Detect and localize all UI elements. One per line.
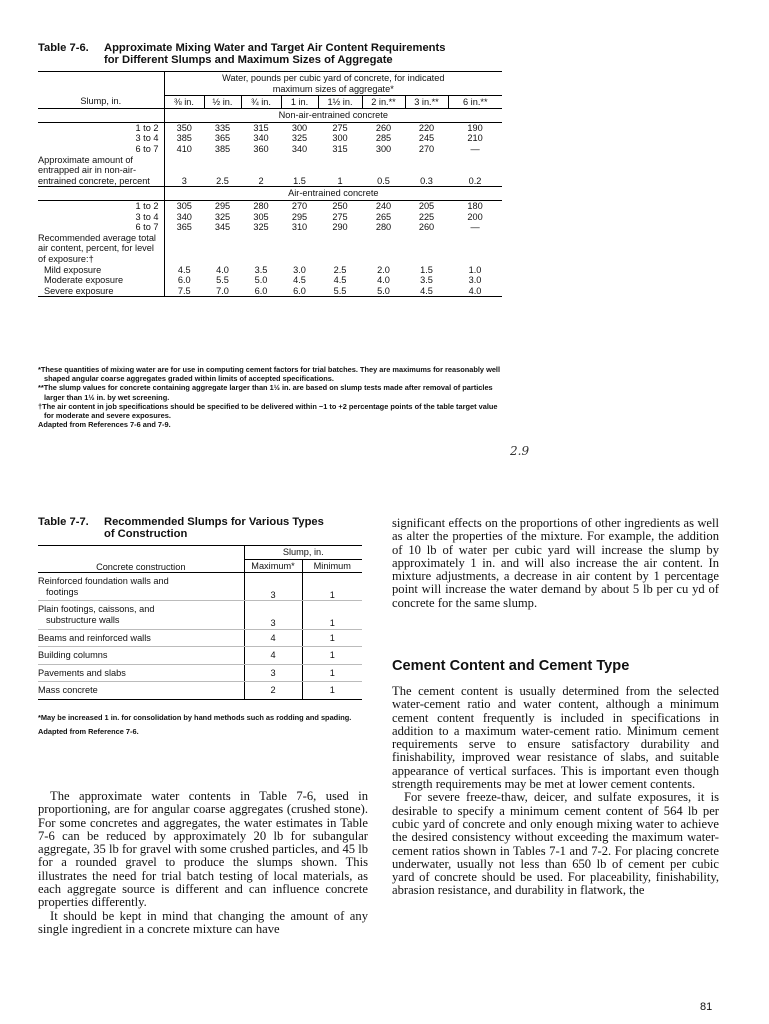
max-header: Maximum*	[244, 559, 302, 573]
cell: 240	[375, 201, 392, 212]
slump-column-header: Slump, in.	[38, 95, 164, 109]
cell-min: 1	[302, 629, 362, 647]
cell: 350	[164, 122, 204, 133]
left-column-text	[38, 790, 368, 936]
table-row	[38, 212, 502, 223]
slump-header: Slump, in.	[244, 546, 362, 560]
col-header: 2 in.**	[362, 95, 405, 109]
cell: 1.5	[293, 175, 306, 186]
water-header-line1: Water, pounds per cubic yard of concrete, for indicated	[222, 73, 445, 83]
cell-min: 1	[302, 682, 362, 700]
cell: 365	[164, 222, 204, 233]
cell: 250	[332, 201, 348, 212]
cell: 410	[164, 144, 204, 155]
table-7-7-caption	[38, 516, 368, 540]
col-header: ⅜ in.	[164, 95, 204, 109]
row-label: 1 to 2	[135, 201, 159, 212]
cell: 340	[164, 212, 204, 223]
cell	[204, 233, 241, 265]
paragraph: The cement content is usually determined from the selected water-cement ratio and water content, although a minimum cement content frequently is included in specifications in addition to a maximum water-cement ratio. Minimum cement requirements serve to ensure satisfactory durability and finishability, improved wear resistance of slabs, and suitable appearance of vertical surfaces. This is important even though strength requirements may be met at lower cement contents.	[392, 684, 719, 792]
table-row	[38, 664, 362, 682]
table-row	[38, 265, 502, 276]
table-row-recommended	[38, 233, 502, 265]
footnote-source: Adapted from Reference 7-6.	[38, 727, 139, 737]
cell: 300	[332, 133, 348, 144]
cell	[318, 233, 362, 265]
table-row	[38, 201, 502, 212]
water-header-line2: maximum sizes of aggregate*	[272, 83, 394, 94]
cell: 5.0	[362, 286, 405, 297]
cell: 6.0	[281, 286, 318, 297]
row-label-cont: substructure walls	[46, 614, 120, 625]
cell: 280	[375, 222, 392, 233]
cell: 3.5	[420, 275, 433, 286]
cell-min: 1	[302, 664, 362, 682]
row-label-cont: footings	[46, 586, 79, 597]
cell: 290	[332, 222, 348, 233]
cell: 3.0	[468, 275, 482, 286]
cell: 295	[291, 211, 308, 222]
cell-min: 1	[302, 647, 362, 665]
cell: 265	[375, 211, 392, 222]
paragraph: For severe freeze-thaw, deicer, and sulfate exposures, it is desirable to specify a minimum cement content of 564 lb per cubic yard of concrete and only enough mixing water to achieve the desired consistency without exceeding the maximum water-cement ratios shown in Tables 7-1 and 7-2. For placing concrete underwater, usually not less than 650 lb of cement per cubic yard of concrete should be used. For placeability, finishability, abrasion resistance, and durability in flatwork, the	[392, 790, 719, 898]
cell: 295	[214, 201, 231, 212]
row-label: Severe exposure	[38, 286, 164, 297]
col-header: 1½ in.	[318, 95, 362, 109]
slump-header-cell	[38, 72, 164, 96]
table-7-6-footnotes	[38, 365, 506, 429]
cell: 6.0	[164, 275, 204, 286]
table-row	[38, 122, 502, 133]
row-label: Plain footings, caissons, and	[38, 604, 155, 615]
table-number: Table 7-7.	[38, 516, 89, 528]
cell: 0.3	[420, 175, 433, 186]
cell: 325	[291, 133, 308, 144]
cell: 3.5	[254, 264, 268, 275]
row-label: 1 to 2	[135, 122, 159, 133]
cell	[405, 233, 448, 265]
row-label: 3 to 4	[135, 133, 159, 144]
table-row	[38, 222, 502, 233]
table-row	[38, 647, 362, 665]
cell-max: 2	[244, 682, 302, 700]
table-row	[38, 144, 502, 155]
cell: 3.0	[293, 264, 306, 275]
cell: 0.2	[468, 175, 482, 186]
row-label: Reinforced foundation walls and	[38, 576, 169, 587]
footnote: *These quantities of mixing water are for use in computing cement factors for trial batches. They are maximums for reasonably well shaped angular coarse aggregates graded within limits of accepted specifications.	[38, 365, 501, 384]
cell: 305	[253, 211, 269, 222]
cell-min: 1	[302, 601, 362, 629]
cell: 2.5	[216, 175, 229, 186]
row-label: Beams and reinforced walls	[38, 629, 244, 647]
footnote: *May be increased 1 in. for consolidation by hand methods such as rodding and spading.	[38, 713, 352, 722]
cell: 300	[375, 144, 392, 155]
cell: 285	[375, 133, 392, 144]
cell-max: 4	[244, 629, 302, 647]
cell: 220	[418, 122, 435, 133]
table-7-6	[38, 71, 502, 297]
section-heading: Cement Content and Cement Type	[392, 658, 630, 674]
cell: 4.0	[377, 275, 390, 286]
cell: 205	[418, 201, 435, 212]
cell: 260	[418, 222, 435, 233]
cell: —	[470, 144, 480, 155]
cell-max: 3	[244, 664, 302, 682]
row-label: Mass concrete	[38, 682, 244, 700]
table-row	[38, 133, 502, 144]
cell-min: 1	[302, 573, 362, 601]
cell: 360	[253, 144, 269, 155]
cell-max: 3	[244, 601, 302, 629]
footnote: †The air content in job specifications should be specified to be delivered within −1 to +2 percentage points of the table target value for moderate and severe exposures.	[38, 401, 498, 421]
cell: 200	[467, 211, 483, 222]
table-row	[38, 286, 502, 297]
construction-header: Concrete construction	[38, 559, 244, 573]
cell: 7.0	[204, 286, 241, 297]
table-title-line1: Recommended Slumps for Various Types	[104, 516, 324, 528]
cell	[241, 233, 281, 265]
air-rows	[38, 201, 502, 297]
col-header: 6 in.**	[448, 95, 502, 109]
right-column-text-top	[392, 517, 719, 610]
table-row	[38, 573, 362, 601]
cell: 2	[258, 175, 264, 186]
cell: 385	[164, 133, 204, 144]
cell: 180	[467, 201, 483, 212]
cell: 1	[337, 175, 343, 186]
cell	[281, 233, 318, 265]
paragraph: significant effects on the proportions of other ingredients as well as alter the properties of the mixture. For example, the addition of 10 lb of water per cubic yard will increase the slump by approximately 1 in. and will also increase the air content. In mixture adjustments, a decrease in air content by 1 percentage point will increase the water demand by about 5 lb per cu yd of concrete for the same slump.	[392, 516, 719, 610]
row-label: 6 to 7	[135, 222, 159, 233]
row-label: Pavements and slabs	[38, 664, 244, 682]
cell: 310	[291, 222, 308, 233]
cell: 3	[164, 155, 204, 187]
cell	[448, 233, 502, 265]
cell: 275	[332, 211, 348, 222]
cell: 4.5	[164, 265, 204, 276]
cell: 0.5	[377, 175, 390, 186]
cell: 340	[253, 133, 269, 144]
cell: 2.5	[333, 264, 347, 275]
page-number: 81	[700, 1001, 713, 1013]
col-header: 1 in.	[281, 95, 318, 109]
right-column-text-bottom	[392, 685, 719, 898]
cell: 315	[332, 144, 348, 155]
col-header: 3 in.**	[405, 95, 448, 109]
row-label: 3 to 4	[135, 211, 159, 222]
handwritten-annotation: 2.9	[510, 444, 530, 458]
cell: 4.5	[293, 275, 306, 286]
water-header	[164, 72, 502, 96]
table-row-entrapped	[38, 155, 502, 187]
cell: 335	[214, 122, 231, 133]
cell: 385	[214, 144, 231, 155]
table-row	[38, 601, 362, 629]
cell: 5.0	[254, 275, 268, 286]
row-label-cell	[38, 573, 244, 601]
cell: 365	[214, 133, 231, 144]
cell: 4.5	[405, 286, 448, 297]
table-number: Table 7-6.	[38, 42, 89, 54]
section-non-air: Non-air-entrained concrete	[164, 109, 502, 123]
paragraph: It should be kept in mind that changing the amount of any single ingredient in a concrete mixture can have	[38, 908, 368, 936]
blank-cell	[38, 109, 164, 123]
blank-cell	[38, 546, 244, 560]
blank-cell	[38, 187, 164, 201]
cell: 325	[253, 222, 269, 233]
cell: 1.0	[468, 264, 482, 275]
cell: 340	[291, 144, 308, 155]
table-7-7-footnotes	[38, 713, 368, 741]
cell	[164, 233, 204, 265]
cell: 270	[291, 201, 308, 212]
cell: 325	[214, 211, 231, 222]
table-row	[38, 682, 362, 700]
table-title-line2: of Construction	[104, 528, 188, 540]
table-title-line1: Approximate Mixing Water and Target Air Content Requirements	[104, 42, 446, 54]
footnote-source: Adapted from References 7-6 and 7-9.	[38, 420, 171, 430]
cell: 245	[418, 133, 435, 144]
col-header: ¾ in.	[241, 95, 281, 109]
cell: 5.5	[318, 286, 362, 297]
table-7-6-caption	[38, 42, 508, 66]
row-label: Building columns	[38, 647, 244, 665]
row-label: Approximate amount of entrapped air in non-air-entrained concrete, percent	[38, 154, 150, 186]
cell: 315	[253, 122, 269, 133]
cell: 5.5	[216, 275, 229, 286]
row-label: Moderate exposure	[44, 275, 124, 286]
row-label: Recommended average total air content, percent, for level of exposure:†	[38, 232, 156, 264]
cell: 345	[214, 222, 231, 233]
non-air-rows	[38, 122, 502, 187]
table-row	[38, 629, 362, 647]
col-header: ½ in.	[204, 95, 241, 109]
cell: 190	[467, 122, 483, 133]
cell: 270	[418, 144, 435, 155]
row-label: 6 to 7	[135, 144, 159, 155]
cell: 7.5	[164, 286, 204, 297]
cell: 1.5	[420, 264, 433, 275]
table-title-line2: for Different Slumps and Maximum Sizes of Aggregate	[104, 54, 393, 66]
cell-max: 3	[244, 573, 302, 601]
cell: 4.0	[448, 286, 502, 297]
min-header: Minimum	[302, 559, 362, 573]
section-air: Air-entrained concrete	[164, 187, 502, 201]
cell: 225	[418, 211, 435, 222]
row-label: Mild exposure	[44, 264, 102, 275]
cell: 260	[375, 122, 392, 133]
cell: —	[470, 222, 480, 233]
footnote: **The slump values for concrete containing aggregate larger than 1½ in. are based on slump tests made after removal of particles larger than 1½ in. by wet screening.	[38, 383, 493, 402]
cell: 280	[253, 201, 269, 212]
cell: 2.0	[377, 264, 390, 275]
cell: 4.5	[333, 275, 347, 286]
cell: 300	[291, 122, 308, 133]
paragraph: The approximate water contents in Table 7-6, used in proportioning, are for angular coarse aggregates (crushed stone). For some concretes and aggregates, the water estimates in Table 7-6 can be reduced by approximately 20 lb for subangular aggregate, 35 lb for gravel with some crushed particles, and 45 lb for a rounded gravel to produce the slumps shown. This illustrates the need for trial batch testing of local materials, as each aggregate source is different and can influence concrete properties differently.	[38, 789, 368, 910]
cell	[362, 233, 405, 265]
cell-max: 4	[244, 647, 302, 665]
cell: 6.0	[241, 286, 281, 297]
cell: 305	[164, 201, 204, 212]
table-7-7	[38, 545, 362, 700]
cell: 210	[467, 133, 483, 144]
cell: 4.0	[216, 264, 229, 275]
table-row	[38, 275, 502, 286]
row-label-cell	[38, 601, 244, 629]
cell: 275	[332, 122, 348, 133]
